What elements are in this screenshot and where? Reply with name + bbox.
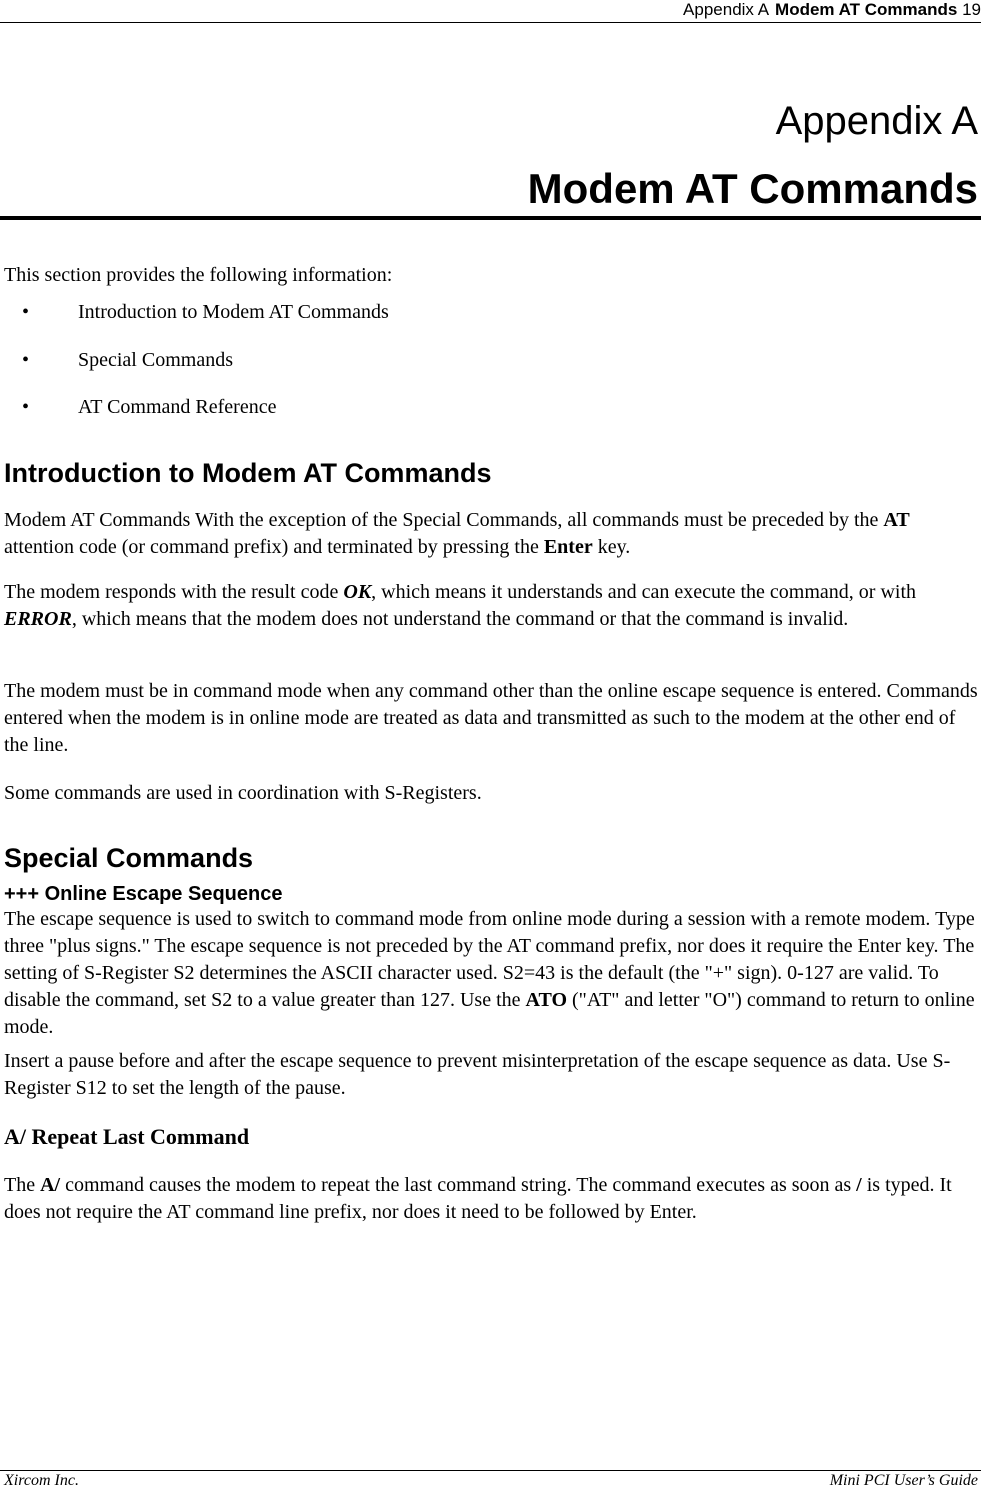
text-run: Modem AT Commands With the exception of the Special Commands, all commands must be preceded by the <box>4 509 884 531</box>
text-run: The <box>4 1174 41 1196</box>
intro-paragraph-2 <box>4 579 980 633</box>
bullet-item <box>22 394 276 421</box>
subheading-online-escape: +++ Online Escape Sequence <box>4 883 283 905</box>
chapter-label: Appendix A <box>775 99 978 143</box>
text-run: key. <box>592 536 631 558</box>
bullet-text: Introduction to Modem AT Commands <box>78 301 389 323</box>
ato-command: ATO <box>525 989 568 1011</box>
escape-paragraph-1 <box>4 906 980 1041</box>
text-run: The modem responds with the result code <box>4 581 344 603</box>
bullet-text: AT Command Reference <box>78 396 277 418</box>
intro-paragraph-4: Some commands are used in coordination with S-Registers. <box>4 782 482 804</box>
header-appendix-label: Appendix A <box>683 0 770 19</box>
footer-guide-title: Mini PCI User’s Guide <box>829 1472 978 1489</box>
escape-paragraph-2: Insert a pause before and after the escape sequence to prevent misinterpretation of the escape sequence as data. Use S-Register S12 to set the length of the pause. <box>4 1050 951 1099</box>
section-heading-introduction: Introduction to Modem AT Commands <box>4 458 492 488</box>
section-heading-special-commands: Special Commands <box>4 843 254 873</box>
bullet-item <box>22 347 233 374</box>
a-slash-command: A/ <box>40 1174 61 1196</box>
result-code-error: ERROR <box>4 608 72 630</box>
text-run: The escape sequence is used to switch to command mode from online mode during a session with a remote modem. Type three "plus signs." The escape sequence is not preceded by the AT command prefix, nor does it require the Enter key. The setting of S-Register S2 determines the ASCII character used. S2=43 is the default (the "+" sign). 0-127 are valid. To disable the command, set S2 to a value greater than 127. Use the <box>4 908 975 1011</box>
enter-key-label: Enter <box>543 536 593 558</box>
text-run: ("AT" and letter "O") command to return to online mode. <box>4 989 975 1038</box>
text-run: is typed. It does not require the AT command line prefix, nor does it need to be followed by Enter. <box>4 1174 952 1223</box>
intro-paragraph-1 <box>4 507 980 561</box>
text-run: attention code (or command prefix) and terminated by pressing the <box>4 536 544 558</box>
repeat-paragraph <box>4 1172 980 1226</box>
chapter-title-block <box>0 96 978 217</box>
footer-company: Xircom Inc. <box>4 1472 79 1489</box>
title-rule <box>0 216 981 220</box>
result-code-ok: OK <box>343 581 372 603</box>
page-header <box>0 0 981 23</box>
bullet-icon: • <box>22 301 30 323</box>
bullet-icon: • <box>22 396 30 418</box>
bullet-text: Special Commands <box>78 349 233 371</box>
text-run: command causes the modem to repeat the last command string. The command executes as soon as <box>60 1174 857 1196</box>
intro-paragraph-3: The modem must be in command mode when any command other than the online escape sequence is entered. Commands entered when the modem is in online mode are treated as data and transmitted as such to the modem at the other end of the line. <box>4 680 978 756</box>
footer-rule <box>0 1470 981 1471</box>
text-run: , which means that the modem does not understand the command or that the command is invalid. <box>71 608 849 630</box>
page-number: 19 <box>962 0 981 19</box>
header-chapter-title: Modem AT Commands <box>775 0 958 19</box>
subheading-repeat-last-command: A/ Repeat Last Command <box>4 1124 250 1149</box>
at-code: AT <box>883 509 910 531</box>
chapter-title: Modem AT Commands <box>527 165 978 212</box>
slash-key: / <box>856 1174 862 1196</box>
text-run: , which means it understands and can execute the command, or with <box>371 581 917 603</box>
bullet-item <box>22 299 389 326</box>
bullet-icon: • <box>22 349 30 371</box>
intro-lead: This section provides the following information: <box>4 264 393 286</box>
